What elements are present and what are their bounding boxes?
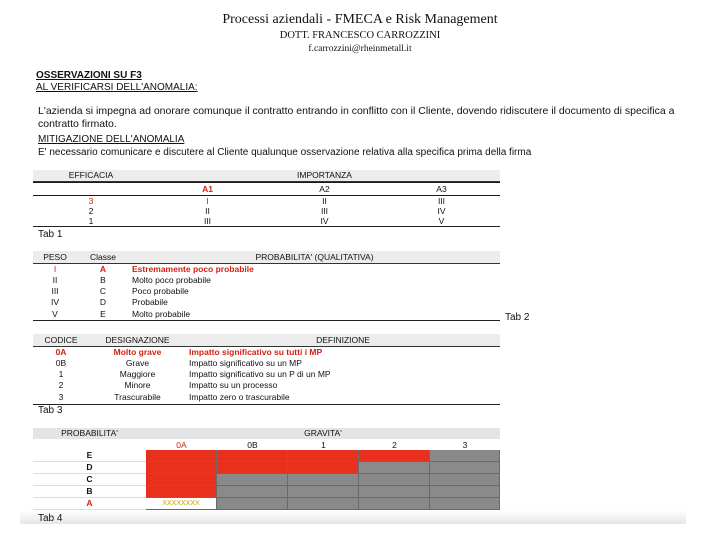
- tab3-label: Tab 3: [38, 405, 63, 416]
- tab3-table: [33, 334, 500, 404]
- tab4-matrix-cell: [288, 450, 359, 462]
- mitigation-heading: MITIGAZIONE DELL'ANOMALIA: [38, 134, 185, 145]
- tab1-sub: A1: [202, 183, 213, 194]
- tab1-cell: II: [322, 196, 327, 206]
- tab4-probabilita-level: E: [33, 450, 146, 462]
- tab4-header-row: [33, 428, 500, 439]
- tab4-matrix-cell: [146, 474, 217, 486]
- tab3-cell: 3: [58, 391, 64, 402]
- tab4-header-gravita: GRAVITA': [146, 428, 500, 439]
- tab4-probabilita-level: B: [33, 486, 146, 498]
- tab2-bottom-rule: [33, 320, 500, 321]
- tab4-matrix-cell: [217, 462, 288, 474]
- tab4-matrix-cell: [146, 486, 217, 498]
- tab2-label: Tab 2: [505, 312, 530, 323]
- tab4-matrix-cell: [288, 498, 359, 510]
- tab4-matrix: [33, 450, 500, 510]
- tab4-matrix-cell: [430, 498, 500, 510]
- tab3-cell: Maggiore: [119, 369, 156, 380]
- author-name: DOTT. FRANCESCO CARROZZINI: [279, 30, 441, 41]
- tab3-cell: Trascurabile: [114, 391, 161, 402]
- tab3-cell: Grave: [125, 358, 150, 369]
- tab4-matrix-cell: [359, 486, 430, 498]
- mitigation-text: E' necessario comunicare e discutere al Cliente qualunque osservazione relativa alla specifica prima della firma: [38, 147, 532, 158]
- author-email[interactable]: f.carrozzini@rheinmetall.it: [308, 44, 412, 54]
- tab3-cell: 0B: [55, 358, 67, 369]
- tab4-matrix-cell: [146, 450, 217, 462]
- tab3-header-designazione: DESIGNAZIONE: [89, 334, 186, 347]
- tab2-cell: Probabile: [132, 297, 168, 308]
- tab4-gravita-level: 1: [321, 440, 326, 450]
- tab1-cell: III: [203, 216, 212, 226]
- tab1-header-importanza: IMPORTANZA: [149, 170, 500, 182]
- tab2-cell: II: [52, 275, 58, 286]
- tab4-matrix-cell: [430, 486, 500, 498]
- tab4-header-probabilita: PROBABILITA': [33, 428, 146, 439]
- tab4-matrix-cell: [359, 474, 430, 486]
- tab4-gravita-level: 0A: [176, 440, 187, 450]
- tab4-gravita-row: [33, 440, 500, 450]
- tab4-matrix-cell: [217, 486, 288, 498]
- tab2-cell: Molto poco probabile: [132, 275, 211, 286]
- slide-bottom-shadow: [20, 510, 686, 524]
- tab2-header-classe: Classe: [77, 251, 129, 264]
- tab3-cell: Impatto significativo su un P di un MP: [189, 369, 331, 380]
- tab3-bottom-rule: [33, 404, 500, 405]
- tab3-cell: 1: [58, 369, 64, 380]
- tab4-probabilita-level: C: [33, 474, 146, 486]
- tab2-cell: C: [99, 286, 107, 297]
- tab2-cell: I: [53, 264, 57, 275]
- slide-heading: OSSERVAZIONI SU F3: [36, 70, 142, 81]
- tab1-cell: III: [320, 206, 329, 216]
- tab2-cell: B: [100, 275, 106, 286]
- tab4-matrix-cell: [430, 450, 500, 462]
- tab4-matrix-cell: [217, 450, 288, 462]
- slide-subheading: AL VERIFICARSI DELL'ANOMALIA:: [36, 82, 198, 93]
- page-title: Processi aziendali - FMECA e Risk Management: [222, 12, 498, 27]
- tab1-header-efficacia: EFFICACIA: [33, 170, 149, 182]
- tab3-cell: Minore: [124, 380, 151, 391]
- tab2-header-probabilita: PROBABILITA' (QUALITATIVA): [129, 251, 500, 264]
- tab3-cell: 0A: [55, 347, 67, 358]
- tab1-cell: 3: [88, 196, 94, 206]
- tab1-cell: III: [437, 196, 446, 206]
- tab4-corner: [33, 440, 146, 450]
- tab1-bottom-rule: [33, 226, 500, 227]
- tab3-header-codice: CODICE: [33, 334, 89, 347]
- tab4-matrix-cell: [430, 474, 500, 486]
- tab3-cell: Impatto significativo su tutti i MP: [189, 347, 323, 358]
- tab4-matrix-cell: [217, 474, 288, 486]
- tab4-gravita-level: 3: [462, 440, 468, 450]
- tab4-marker-cell: XXXXXXXX: [146, 498, 217, 510]
- tab2-cell: IV: [50, 297, 60, 308]
- tab2-cell: E: [100, 308, 106, 319]
- tab4-matrix-cell: [359, 498, 430, 510]
- tab1-sub: A2: [319, 183, 330, 194]
- tab3-cell: 2: [58, 380, 64, 391]
- tab4-matrix-cell: [288, 474, 359, 486]
- tab2-cell: V: [52, 308, 58, 319]
- tab3-cell: Impatto significativo su un MP: [189, 358, 302, 369]
- tab1-cell: I: [206, 196, 209, 206]
- tab4-matrix-cell: [217, 498, 288, 510]
- tab1-cell: II: [205, 206, 210, 216]
- tab2-cell: Molto probabile: [132, 308, 191, 319]
- tab4-matrix-cell: [146, 462, 217, 474]
- tab4-matrix-cell: [430, 462, 500, 474]
- tab1-cell: V: [438, 216, 445, 226]
- tab2-header-peso: PESO: [33, 251, 77, 264]
- tab2-cell: Poco probabile: [132, 286, 189, 297]
- tab4-probabilita-level: A: [33, 498, 146, 510]
- tab2-cell: A: [99, 264, 107, 275]
- tab4-matrix-cell: [288, 486, 359, 498]
- tab3-header-definizione: DEFINIZIONE: [186, 334, 500, 347]
- tab1-table: [33, 170, 500, 227]
- tab2-cell: Estremamente poco probabile: [132, 264, 254, 275]
- tab4-label: Tab 4: [38, 513, 63, 524]
- tab1-cell: IV: [320, 216, 329, 226]
- tab1-cell: 1: [88, 216, 94, 226]
- slide-paragraph: L'azienda si impegna ad onorare comunque il contratto entrando in conflitto con il Cliente, dovendo ridiscutere il documento di specifica a contratto firmato.: [38, 105, 675, 130]
- tab4-matrix-cell: [359, 462, 430, 474]
- tab3-cell: Molto grave: [113, 347, 162, 358]
- tab4-gravita-level: 0B: [247, 440, 258, 450]
- tab2-cell: III: [51, 286, 59, 297]
- tab4-probabilita-level: D: [33, 462, 146, 474]
- tab1-cell: 2: [88, 206, 94, 216]
- tab1-cell: IV: [437, 206, 446, 216]
- tab1-sub: [33, 183, 149, 195]
- tab4-matrix-cell: [359, 450, 430, 462]
- tab1-label: Tab 1: [38, 229, 63, 240]
- tab3-cell: Impatto zero o trascurabile: [189, 391, 290, 402]
- tab3-cell: Impatto su un processo: [189, 380, 278, 391]
- tab1-sub: A3: [436, 183, 447, 194]
- tab2-table: [33, 251, 500, 320]
- tab2-cell: D: [99, 297, 107, 308]
- tab4-matrix-cell: [288, 462, 359, 474]
- tab4-gravita-level: 2: [392, 440, 397, 450]
